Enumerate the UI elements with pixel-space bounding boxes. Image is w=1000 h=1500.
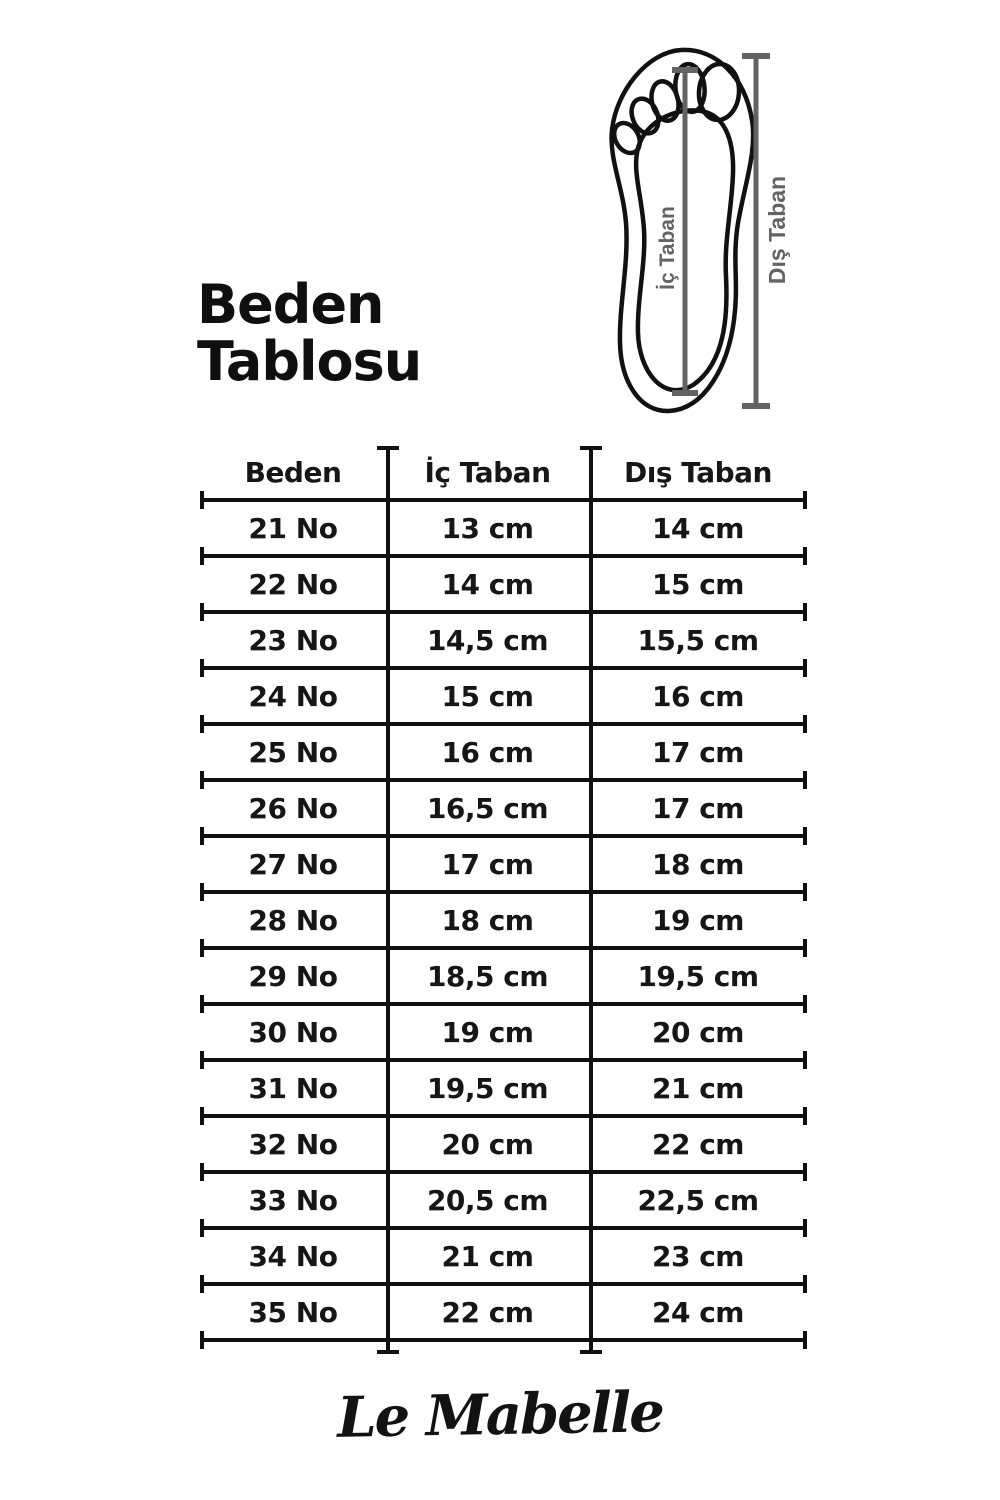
size-cell: 24 No bbox=[248, 679, 338, 713]
row-separator bbox=[200, 946, 807, 950]
inner-sole-cell: 15 cm bbox=[441, 679, 534, 713]
outer-sole-cell: 22 cm bbox=[652, 1127, 744, 1161]
outer-sole-cell: 14 cm bbox=[652, 511, 744, 545]
table-row bbox=[200, 1116, 807, 1172]
inner-sole-dimension-label: İç Taban bbox=[656, 206, 679, 290]
outer-sole-cell: 20 cm bbox=[652, 1015, 744, 1049]
inner-sole-cell: 14 cm bbox=[441, 567, 534, 601]
size-cell: 21 No bbox=[248, 511, 338, 545]
row-separator bbox=[200, 722, 807, 726]
outer-sole-dimension-label: Dış Taban bbox=[764, 175, 790, 285]
outer-sole-cell: 18 cm bbox=[652, 847, 744, 881]
size-cell: 26 No bbox=[248, 791, 338, 825]
outer-sole-cell: 21 cm bbox=[652, 1071, 744, 1105]
inner-sole-cell: 14,5 cm bbox=[426, 623, 549, 657]
size-cell: 25 No bbox=[248, 735, 338, 769]
inner-sole-cell: 20,5 cm bbox=[426, 1183, 549, 1217]
inner-sole-cell: 22 cm bbox=[441, 1295, 534, 1329]
table-row bbox=[200, 556, 807, 612]
outer-sole-cell: 15 cm bbox=[652, 567, 744, 601]
table-row bbox=[200, 1284, 807, 1340]
size-cell: 23 No bbox=[248, 623, 338, 657]
page-title-line1: Beden bbox=[197, 273, 384, 336]
inner-sole-cell: 16,5 cm bbox=[426, 791, 549, 825]
column-header-ic-taban: İç Taban bbox=[424, 455, 551, 489]
column-header-beden: Beden bbox=[244, 455, 342, 489]
table-row bbox=[200, 1004, 807, 1060]
row-separator bbox=[200, 1170, 807, 1174]
table-row bbox=[200, 1060, 807, 1116]
page-title-line2: Tablosu bbox=[197, 330, 422, 393]
inner-sole-cell: 13 cm bbox=[441, 511, 534, 545]
row-separator bbox=[200, 1282, 807, 1286]
row-separator bbox=[200, 610, 807, 614]
row-separator bbox=[200, 834, 807, 838]
size-cell: 29 No bbox=[248, 959, 338, 993]
row-separator bbox=[200, 1226, 807, 1230]
table-row bbox=[200, 892, 807, 948]
inner-sole-cell: 20 cm bbox=[441, 1127, 534, 1161]
column-header-dis-taban: Dış Taban bbox=[623, 455, 772, 489]
table-row bbox=[200, 668, 807, 724]
size-table bbox=[200, 444, 807, 1356]
size-cell: 33 No bbox=[248, 1183, 338, 1217]
inner-sole-cell: 17 cm bbox=[441, 847, 534, 881]
row-separator bbox=[200, 666, 807, 670]
inner-sole-cell: 18 cm bbox=[441, 903, 534, 937]
row-separator bbox=[200, 778, 807, 782]
outer-sole-cell: 17 cm bbox=[652, 791, 744, 825]
size-cell: 30 No bbox=[248, 1015, 338, 1049]
column-divider bbox=[589, 446, 593, 1354]
inner-sole-cell: 19 cm bbox=[441, 1015, 534, 1049]
size-cell: 22 No bbox=[248, 567, 338, 601]
table-row bbox=[200, 612, 807, 668]
size-cell: 34 No bbox=[248, 1239, 338, 1273]
table-row bbox=[200, 1172, 807, 1228]
foot-size-diagram bbox=[555, 8, 855, 448]
table-row bbox=[200, 948, 807, 1004]
size-cell: 28 No bbox=[248, 903, 338, 937]
row-separator bbox=[200, 1114, 807, 1118]
size-cell: 31 No bbox=[248, 1071, 338, 1105]
outer-sole-cell: 17 cm bbox=[652, 735, 744, 769]
page-title bbox=[197, 273, 422, 393]
table-header-row bbox=[200, 444, 807, 500]
inner-sole-cell: 21 cm bbox=[441, 1239, 534, 1273]
outer-sole-cell: 24 cm bbox=[652, 1295, 744, 1329]
row-separator bbox=[200, 1058, 807, 1062]
size-cell: 27 No bbox=[248, 847, 338, 881]
table-row bbox=[200, 1228, 807, 1284]
outer-sole-cell: 16 cm bbox=[652, 679, 744, 713]
table-row bbox=[200, 500, 807, 556]
brand-logo: Le Mabelle bbox=[336, 1379, 664, 1451]
toe-oval bbox=[627, 95, 664, 138]
outer-sole-cell: 19,5 cm bbox=[637, 959, 759, 993]
table-row bbox=[200, 780, 807, 836]
inner-sole-cell: 19,5 cm bbox=[426, 1071, 549, 1105]
size-cell: 32 No bbox=[248, 1127, 338, 1161]
outer-sole-cell: 15,5 cm bbox=[637, 623, 759, 657]
row-separator bbox=[200, 890, 807, 894]
row-separator bbox=[200, 498, 807, 502]
row-separator bbox=[200, 1002, 807, 1006]
outer-sole-cell: 22,5 cm bbox=[637, 1183, 759, 1217]
inner-sole-cell: 18,5 cm bbox=[426, 959, 549, 993]
outer-sole-cell: 23 cm bbox=[652, 1239, 744, 1273]
size-cell: 35 No bbox=[248, 1295, 338, 1329]
outer-sole-cell: 19 cm bbox=[652, 903, 744, 937]
table-row bbox=[200, 724, 807, 780]
row-separator bbox=[200, 1338, 807, 1342]
inner-sole-cell: 16 cm bbox=[441, 735, 534, 769]
column-divider bbox=[386, 446, 390, 1354]
table-row bbox=[200, 836, 807, 892]
row-separator bbox=[200, 554, 807, 558]
